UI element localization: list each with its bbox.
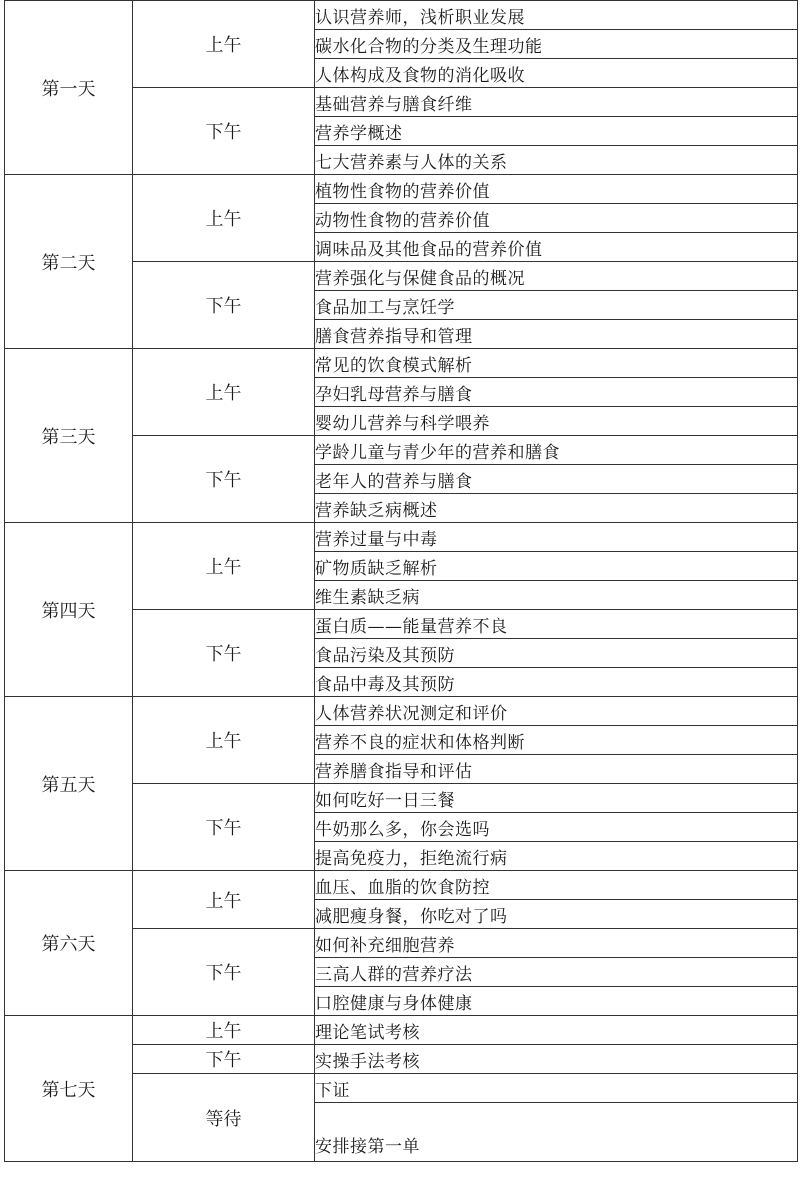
period-cell: 上午 <box>133 1 315 88</box>
day-cell: 第七天 <box>5 1016 133 1162</box>
topic-cell: 常见的饮食模式解析 <box>315 349 798 378</box>
period-cell: 下午 <box>133 610 315 697</box>
period-cell: 下午 <box>133 929 315 1016</box>
topic-cell: 七大营养素与人体的关系 <box>315 146 798 175</box>
topic-cell: 三高人群的营养疗法 <box>315 958 798 987</box>
topic-cell: 维生素缺乏病 <box>315 581 798 610</box>
topic-cell: 人体营养状况测定和评价 <box>315 697 798 726</box>
period-cell: 下午 <box>133 262 315 349</box>
day-cell: 第六天 <box>5 871 133 1016</box>
topic-cell: 矿物质缺乏解析 <box>315 552 798 581</box>
topic-cell: 老年人的营养与膳食 <box>315 465 798 494</box>
table-row <box>5 1 798 30</box>
topic-cell: 营养缺乏病概述 <box>315 494 798 523</box>
topic-cell: 植物性食物的营养价值 <box>315 175 798 204</box>
topic-cell: 营养不良的症状和体格判断 <box>315 726 798 755</box>
topic-cell: 营养膳食指导和评估 <box>315 755 798 784</box>
table-row <box>5 871 798 900</box>
topic-cell: 蛋白质——能量营养不良 <box>315 610 798 639</box>
topic-cell: 口腔健康与身体健康 <box>315 987 798 1016</box>
topic-cell: 学龄儿童与青少年的营养和膳食 <box>315 436 798 465</box>
topic-cell: 孕妇乳母营养与膳食 <box>315 378 798 407</box>
period-cell: 上午 <box>133 871 315 929</box>
topic-cell: 认识营养师，浅析职业发展 <box>315 1 798 30</box>
period-cell: 上午 <box>133 1016 315 1045</box>
topic-cell: 提高免疫力，拒绝流行病 <box>315 842 798 871</box>
period-cell: 下午 <box>133 784 315 871</box>
topic-cell: 动物性食物的营养价值 <box>315 204 798 233</box>
period-cell: 下午 <box>133 436 315 523</box>
topic-cell: 如何吃好一日三餐 <box>315 784 798 813</box>
period-cell: 下午 <box>133 88 315 175</box>
period-cell: 上午 <box>133 175 315 262</box>
topic-cell: 实操手法考核 <box>315 1045 798 1074</box>
period-cell: 上午 <box>133 349 315 436</box>
day-cell: 第二天 <box>5 175 133 349</box>
topic-cell: 营养过量与中毒 <box>315 523 798 552</box>
table-row <box>5 349 798 378</box>
topic-cell: 人体构成及食物的消化吸收 <box>315 59 798 88</box>
day-cell: 第一天 <box>5 1 133 175</box>
topic-cell: 血压、血脂的饮食防控 <box>315 871 798 900</box>
topic-cell: 婴幼儿营养与科学喂养 <box>315 407 798 436</box>
period-cell: 等待 <box>133 1074 315 1162</box>
table-row <box>5 523 798 552</box>
topic-cell: 减肥瘦身餐，你吃对了吗 <box>315 900 798 929</box>
topic-cell: 食品加工与烹饪学 <box>315 291 798 320</box>
table-row <box>5 1016 798 1045</box>
topic-cell: 碳水化合物的分类及生理功能 <box>315 30 798 59</box>
topic-cell: 膳食营养指导和管理 <box>315 320 798 349</box>
period-cell: 上午 <box>133 697 315 784</box>
topic-cell: 基础营养与膳食纤维 <box>315 88 798 117</box>
topic-cell: 营养学概述 <box>315 117 798 146</box>
topic-cell: 营养强化与保健食品的概况 <box>315 262 798 291</box>
day-cell: 第四天 <box>5 523 133 697</box>
topic-cell: 下证 <box>315 1074 798 1103</box>
training-schedule-table <box>4 0 798 1162</box>
topic-cell: 如何补充细胞营养 <box>315 929 798 958</box>
topic-cell: 牛奶那么多，你会选吗 <box>315 813 798 842</box>
period-cell: 上午 <box>133 523 315 610</box>
table-row <box>5 175 798 204</box>
day-cell: 第五天 <box>5 697 133 871</box>
topic-cell: 理论笔试考核 <box>315 1016 798 1045</box>
topic-cell: 安排接第一单 <box>315 1103 798 1162</box>
day-cell: 第三天 <box>5 349 133 523</box>
topic-cell: 食品污染及其预防 <box>315 639 798 668</box>
topic-cell: 食品中毒及其预防 <box>315 668 798 697</box>
table-row <box>5 697 798 726</box>
topic-cell: 调味品及其他食品的营养价值 <box>315 233 798 262</box>
period-cell: 下午 <box>133 1045 315 1074</box>
